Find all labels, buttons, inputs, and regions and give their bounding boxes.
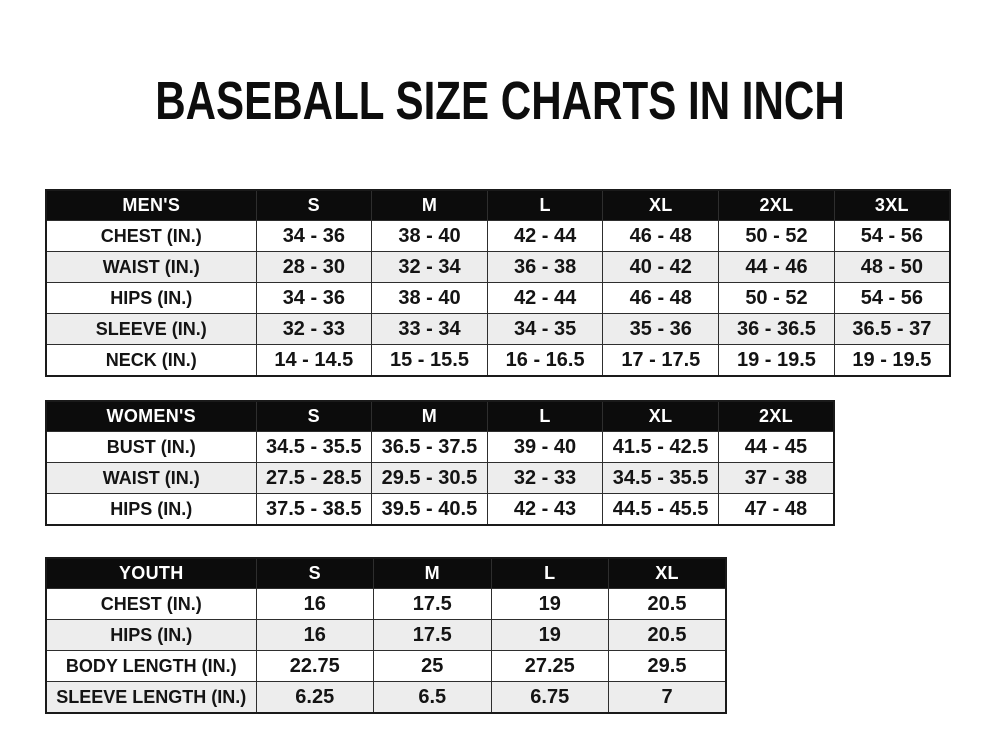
size-header-cell: 3XL <box>834 190 950 221</box>
measurement-value-cell: 28 - 30 <box>256 252 372 283</box>
measurement-label-cell: WAIST (IN.) <box>46 252 256 283</box>
measurement-value-cell: 19 - 19.5 <box>719 345 835 377</box>
size-header-cell: M <box>372 401 488 432</box>
measurement-value-cell: 40 - 42 <box>603 252 719 283</box>
measurement-label-cell: NECK (IN.) <box>46 345 256 377</box>
measurement-label-cell: BODY LENGTH (IN.) <box>46 651 256 682</box>
table-row <box>46 620 726 651</box>
measurement-label-cell: CHEST (IN.) <box>46 589 256 620</box>
measurement-value-cell: 6.25 <box>256 682 374 714</box>
measurement-value-cell: 35 - 36 <box>603 314 719 345</box>
measurement-value-cell: 50 - 52 <box>719 221 835 252</box>
measurement-value-cell: 29.5 - 30.5 <box>372 463 488 494</box>
measurement-value-cell: 34 - 35 <box>487 314 603 345</box>
measurement-value-cell: 46 - 48 <box>603 221 719 252</box>
measurement-label-cell: SLEEVE (IN.) <box>46 314 256 345</box>
table-row <box>46 651 726 682</box>
table-row <box>46 682 726 714</box>
measurement-value-cell: 16 <box>256 620 374 651</box>
measurement-value-cell: 48 - 50 <box>834 252 950 283</box>
measurement-value-cell: 38 - 40 <box>372 283 488 314</box>
size-header-cell: L <box>491 558 609 589</box>
measurement-value-cell: 16 - 16.5 <box>487 345 603 377</box>
measurement-value-cell: 54 - 56 <box>834 221 950 252</box>
measurement-value-cell: 42 - 43 <box>487 494 603 526</box>
measurement-value-cell: 50 - 52 <box>719 283 835 314</box>
measurement-value-cell: 42 - 44 <box>487 283 603 314</box>
mens-size-table <box>45 189 951 377</box>
measurement-label-cell: BUST (IN.) <box>46 432 256 463</box>
measurement-value-cell: 19 - 19.5 <box>834 345 950 377</box>
measurement-value-cell: 39 - 40 <box>487 432 603 463</box>
table-row <box>46 252 950 283</box>
measurement-label-cell: WAIST (IN.) <box>46 463 256 494</box>
measurement-value-cell: 32 - 33 <box>256 314 372 345</box>
table-row <box>46 345 950 377</box>
measurement-value-cell: 34.5 - 35.5 <box>603 463 719 494</box>
measurement-label-cell: HIPS (IN.) <box>46 283 256 314</box>
measurement-value-cell: 20.5 <box>609 620 727 651</box>
measurement-value-cell: 32 - 33 <box>487 463 603 494</box>
measurement-value-cell: 34 - 36 <box>256 283 372 314</box>
measurement-value-cell: 14 - 14.5 <box>256 345 372 377</box>
measurement-value-cell: 36 - 38 <box>487 252 603 283</box>
measurement-value-cell: 46 - 48 <box>603 283 719 314</box>
size-header-cell: L <box>487 190 603 221</box>
youth-table-title-cell: YOUTH <box>46 558 256 589</box>
measurement-value-cell: 42 - 44 <box>487 221 603 252</box>
measurement-value-cell: 25 <box>374 651 492 682</box>
measurement-label-cell: HIPS (IN.) <box>46 620 256 651</box>
size-header-cell: S <box>256 558 374 589</box>
measurement-value-cell: 29.5 <box>609 651 727 682</box>
measurement-value-cell: 38 - 40 <box>372 221 488 252</box>
table-row <box>46 283 950 314</box>
measurement-value-cell: 36.5 - 37.5 <box>372 432 488 463</box>
mens-table-title-cell: MEN'S <box>46 190 256 221</box>
measurement-value-cell: 20.5 <box>609 589 727 620</box>
measurement-value-cell: 27.5 - 28.5 <box>256 463 372 494</box>
measurement-value-cell: 15 - 15.5 <box>372 345 488 377</box>
measurement-value-cell: 33 - 34 <box>372 314 488 345</box>
measurement-value-cell: 34 - 36 <box>256 221 372 252</box>
page-title: BASEBALL SIZE CHARTS IN INCH <box>155 71 845 131</box>
size-header-cell: L <box>487 401 603 432</box>
table-row <box>46 494 834 526</box>
measurement-value-cell: 54 - 56 <box>834 283 950 314</box>
measurement-value-cell: 17.5 <box>374 620 492 651</box>
measurement-value-cell: 44 - 46 <box>719 252 835 283</box>
womens-table-title-cell: WOMEN'S <box>46 401 256 432</box>
measurement-label-cell: CHEST (IN.) <box>46 221 256 252</box>
table-row <box>46 463 834 494</box>
table-header-row <box>46 401 834 432</box>
measurement-value-cell: 37.5 - 38.5 <box>256 494 372 526</box>
measurement-value-cell: 17 - 17.5 <box>603 345 719 377</box>
measurement-value-cell: 41.5 - 42.5 <box>603 432 719 463</box>
size-header-cell: XL <box>603 190 719 221</box>
measurement-value-cell: 7 <box>609 682 727 714</box>
table-row <box>46 314 950 345</box>
size-header-cell: M <box>374 558 492 589</box>
measurement-value-cell: 17.5 <box>374 589 492 620</box>
measurement-value-cell: 6.5 <box>374 682 492 714</box>
measurement-value-cell: 47 - 48 <box>718 494 834 526</box>
measurement-value-cell: 37 - 38 <box>718 463 834 494</box>
measurement-label-cell: SLEEVE LENGTH (IN.) <box>46 682 256 714</box>
size-header-cell: XL <box>603 401 719 432</box>
measurement-label-cell: HIPS (IN.) <box>46 494 256 526</box>
measurement-value-cell: 22.75 <box>256 651 374 682</box>
size-header-cell: S <box>256 401 372 432</box>
measurement-value-cell: 34.5 - 35.5 <box>256 432 372 463</box>
size-header-cell: XL <box>609 558 727 589</box>
size-header-cell: S <box>256 190 372 221</box>
youth-size-table <box>45 557 727 714</box>
size-header-cell: M <box>372 190 488 221</box>
measurement-value-cell: 19 <box>491 589 609 620</box>
table-row <box>46 432 834 463</box>
measurement-value-cell: 36 - 36.5 <box>719 314 835 345</box>
table-row <box>46 589 726 620</box>
measurement-value-cell: 16 <box>256 589 374 620</box>
measurement-value-cell: 36.5 - 37 <box>834 314 950 345</box>
measurement-value-cell: 6.75 <box>491 682 609 714</box>
measurement-value-cell: 27.25 <box>491 651 609 682</box>
table-row <box>46 221 950 252</box>
size-header-cell: 2XL <box>719 190 835 221</box>
table-header-row <box>46 190 950 221</box>
womens-size-table <box>45 400 835 526</box>
measurement-value-cell: 32 - 34 <box>372 252 488 283</box>
measurement-value-cell: 19 <box>491 620 609 651</box>
measurement-value-cell: 44.5 - 45.5 <box>603 494 719 526</box>
measurement-value-cell: 39.5 - 40.5 <box>372 494 488 526</box>
measurement-value-cell: 44 - 45 <box>718 432 834 463</box>
size-header-cell: 2XL <box>718 401 834 432</box>
table-header-row <box>46 558 726 589</box>
